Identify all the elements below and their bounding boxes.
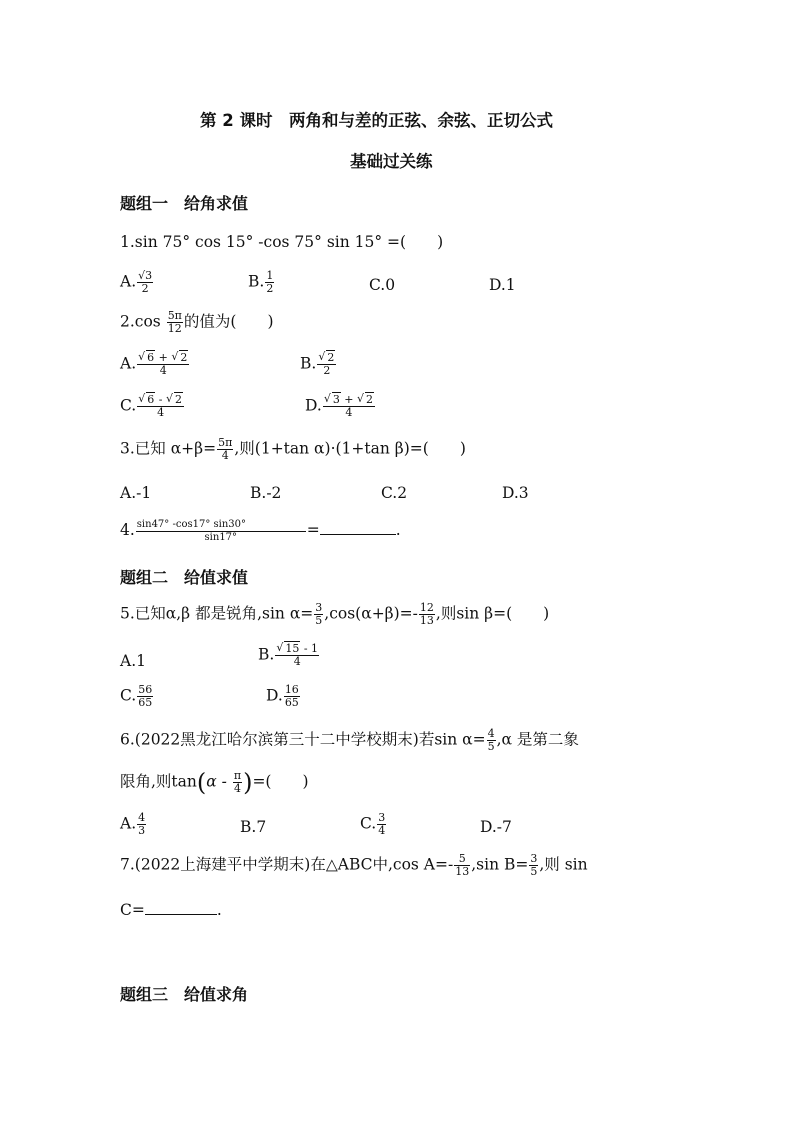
question-6-line-2: 限角,则tan(α - $\frac{\pi}{4}$ )=( ): [120, 768, 309, 797]
group-heading-1: 题组一 给角求值: [120, 194, 249, 213]
question-3-option-c: C.2: [381, 484, 408, 502]
page-subtitle: 基础过关练: [350, 152, 433, 171]
question-1-option-b: B. $\frac{1}{2}$: [248, 269, 274, 295]
page-title: 第 2 课时 两角和与差的正弦、余弦、正切公式: [200, 111, 553, 130]
group-heading-3: 题组三 给值求角: [120, 985, 249, 1004]
question-2-stem: 2.cos $\frac{5\pi}{12}$ 的值为( ): [120, 309, 274, 335]
question-6-line-1: 6.(2022黑龙江哈尔滨第三十二中学校期末)若sin α= $\frac{4}{5}$ ,α 是第二象: [120, 727, 579, 753]
group-heading-2: 题组二 给值求值: [120, 568, 249, 587]
question-3-option-b: B.-2: [250, 484, 282, 502]
question-3-option-d: D.3: [502, 484, 529, 502]
question-1-option-c: C.0: [369, 276, 396, 294]
question-5-option-b: B. √ $\frac{15 - 1}{4}$: [258, 643, 320, 668]
question-3-option-a: A.-1: [120, 484, 152, 502]
question-6-option-d: D.-7: [480, 818, 512, 836]
question-6-option-c: C. $\frac{3}{4}$: [360, 811, 386, 837]
question-7-line-2: C= .: [120, 898, 222, 921]
question-2-option-c: C. √ $\frac{6 - √ 2}{4}$: [120, 394, 185, 419]
question-2-option-d: D. √ $\frac{3 + √ 2}{4}$: [305, 394, 376, 419]
question-5-option-d: D. $\frac{16}{65}$: [266, 683, 299, 709]
question-2-option-b: B. √ $\frac{2}{2}$: [300, 352, 337, 377]
question-5-option-a: A.1: [120, 652, 146, 670]
question-1-option-d: D.1: [489, 276, 516, 294]
question-5-stem: 5.已知α,β 都是锐角,sin α= $\frac{3}{5}$ ,cos(α+β)=- $\frac{12}{13}$ ,则sin β=( ): [120, 601, 550, 627]
question-6-option-a: A. $\frac{4}{3}$: [120, 811, 146, 837]
question-1-option-a: A. $\frac{√3}{2}$: [120, 269, 153, 295]
question-2-option-a: A. √ $\frac{6 + √ 2}{4}$: [120, 352, 190, 377]
question-6-option-b: B.7: [240, 818, 267, 836]
question-4-stem: 4. $\frac{\sin 47^\circ -\cos 17^\circ \sin 30^\circ}{\sin 17^\circ}$ = .: [120, 518, 401, 543]
answer-blank-4[interactable]: [320, 518, 396, 535]
question-3-stem: 3.已知 α+β= $\frac{5\pi}{4}$ ,则(1+tan α)·(1+tan β)=( ): [120, 436, 466, 462]
question-7-line-1: 7.(2022上海建平中学期末)在△ABC中,cos A=- $\frac{5}{13}$ ,sin B= $\frac{3}{5}$ ,则 sin: [120, 852, 588, 878]
answer-blank-7[interactable]: [145, 898, 217, 915]
question-1-stem: 1.sin 75° cos 15° -cos 75° sin 15° =( ): [120, 233, 444, 251]
question-5-option-c: C. $\frac{56}{65}$: [120, 683, 153, 709]
